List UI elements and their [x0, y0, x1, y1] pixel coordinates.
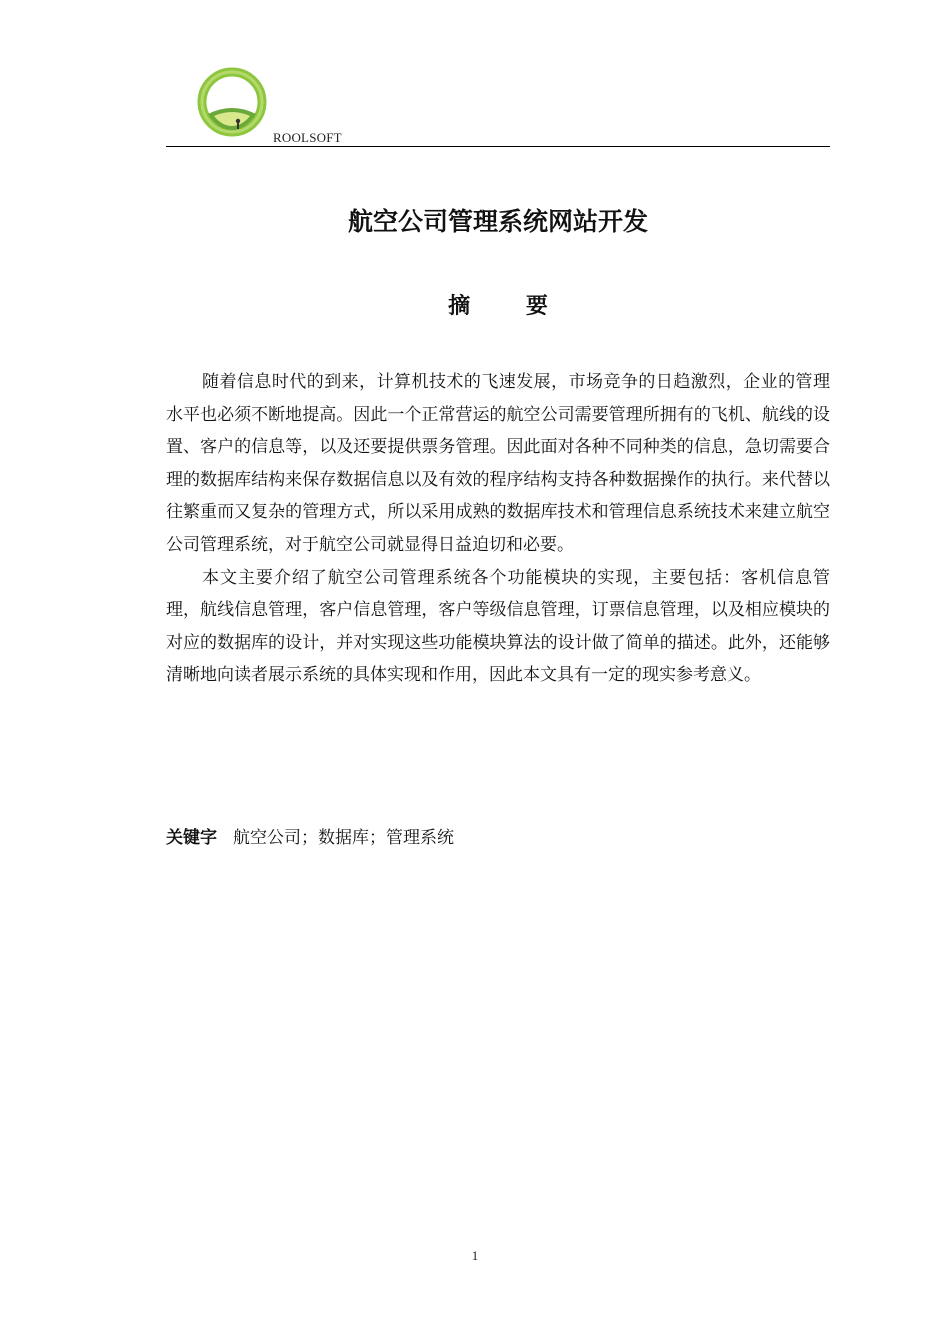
keywords-value: 航空公司；数据库；管理系统	[233, 828, 454, 848]
abstract-paragraph: 本文主要介绍了航空公司管理系统各个功能模块的实现，主要包括：客机信息管理，航线信息管理，客户信息管理，客户等级信息管理，订票信息管理，以及相应模块的对应的数据库的设计，并对实现这些功能模块算法的设计做了简单的描述。此外，还能够清晰地向读者展示系统的具体实现和作用，因此本文具有一定的现实参考意义。	[166, 567, 830, 686]
header-divider	[166, 146, 830, 147]
brand-name: ROOLSOFT	[273, 130, 342, 145]
document-title: 航空公司管理系统网站开发	[347, 207, 648, 236]
roolsoft-logo-icon	[194, 66, 270, 142]
keywords-line	[166, 825, 454, 851]
abstract-body	[166, 366, 830, 692]
keywords-label: 关键字	[166, 828, 217, 848]
abstract-heading: 摘 要	[448, 294, 572, 319]
abstract-paragraph: 随着信息时代的到来，计算机技术的飞速发展，市场竞争的日趋激烈，企业的管理水平也必须不断地提高。因此一个正常营运的航空公司需要管理所拥有的飞机、航线的设置、客户的信息等，以及还要提供票务管理。因此面对各种不同种类的信息，急切需要合理的数据库结构来保存数据信息以及有效的程序结构支持各种数据操作的执行。来代替以往繁重而又复杂的管理方式，所以采用成熟的数据库技术和管理信息系统技术来建立航空公司管理系统，对于航空公司就显得日益迫切和必要。	[166, 372, 830, 555]
page-number: 1	[471, 1248, 479, 1263]
